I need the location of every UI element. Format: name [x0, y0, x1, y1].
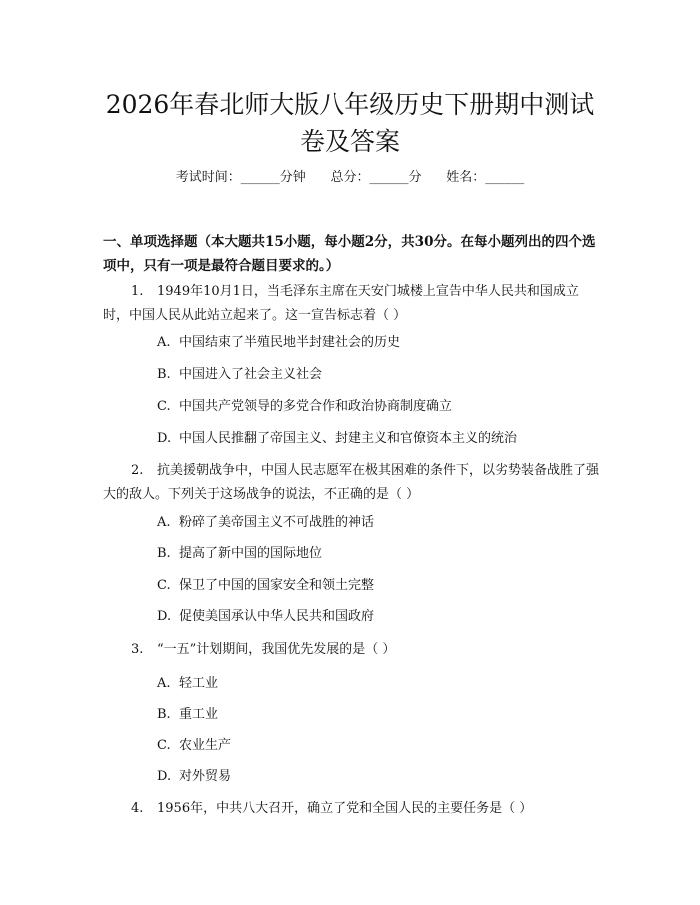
option-text: 促使美国承认中华人民共和国政府	[179, 609, 375, 624]
option-a	[157, 674, 597, 694]
option-c	[157, 576, 597, 596]
option-text: 中国结束了半殖民地半封建社会的历史	[179, 335, 401, 350]
option-text: 保卫了中国的国家安全和领土完整	[179, 578, 375, 593]
question-number: 2.	[131, 463, 144, 478]
option-a	[157, 333, 597, 353]
option-letter: A.	[157, 335, 171, 350]
option-text: 农业生产	[179, 738, 232, 753]
option-text: 中国共产党领导的多党合作和政治协商制度确立	[179, 399, 453, 414]
option-letter: C.	[157, 578, 171, 593]
option-c	[157, 736, 597, 756]
question-1	[103, 280, 601, 328]
question-stem: “一五”计划期间，我国优先发展的是（ ）	[157, 642, 396, 657]
question-stem: 抗美援朝战争中，中国人民志愿军在极其困难的条件下，以劣势装备战胜了强大的敌人。下列关于这场战争的说法，不正确的是（ ）	[103, 463, 600, 502]
option-letter: B.	[157, 707, 171, 722]
option-b	[157, 365, 597, 385]
option-letter: D.	[157, 431, 172, 446]
question-stem: 1949年10月1日，当毛泽东主席在天安门城楼上宣告中华人民共和国成立时，中国人民从此站立起来了。这一宣告标志着（ ）	[103, 284, 579, 323]
option-b	[157, 705, 597, 725]
option-letter: D.	[157, 609, 172, 624]
option-letter: B.	[157, 367, 171, 382]
question-stem: 1956年，中共八大召开，确立了党和全国人民的主要任务是（ ）	[157, 801, 533, 816]
exam-info-line: 考试时间：______分钟 总分：______分 姓名：______	[175, 170, 525, 185]
option-letter: B.	[157, 546, 171, 561]
option-d	[157, 767, 597, 787]
option-text: 粉碎了美帝国主义不可战胜的神话	[179, 515, 375, 530]
option-letter: A.	[157, 515, 171, 530]
option-letter: A.	[157, 676, 171, 691]
question-number: 1.	[131, 284, 144, 299]
option-text: 提高了新中国的国际地位	[179, 546, 323, 561]
option-letter: C.	[157, 738, 171, 753]
option-d	[157, 429, 597, 449]
option-c	[157, 397, 597, 417]
question-4	[103, 797, 601, 821]
option-text: 重工业	[179, 707, 219, 722]
option-text: 对外贸易	[179, 769, 232, 784]
title-line-2: 卷及答案	[299, 127, 400, 156]
option-a	[157, 513, 597, 533]
option-letter: C.	[157, 399, 171, 414]
question-number: 4.	[131, 801, 144, 816]
option-b	[157, 544, 597, 564]
option-d	[157, 607, 597, 627]
question-number: 3.	[131, 642, 144, 657]
question-2	[103, 459, 601, 507]
exam-title	[60, 86, 640, 160]
option-text: 中国人民推翻了帝国主义、封建主义和官僚资本主义的统治	[179, 431, 518, 446]
question-3	[103, 638, 601, 662]
section-heading: 一、单项选择题（本大题共15小题，每小题2分，共30分。在每小题列出的四个选项中，只有一项是最符合题目要求的。）	[103, 234, 596, 274]
option-letter: D.	[157, 769, 172, 784]
title-line-1: 2026年春北师大版八年级历史下册期中测试	[105, 90, 595, 119]
option-text: 中国进入了社会主义社会	[179, 367, 323, 382]
option-text: 轻工业	[179, 676, 219, 691]
